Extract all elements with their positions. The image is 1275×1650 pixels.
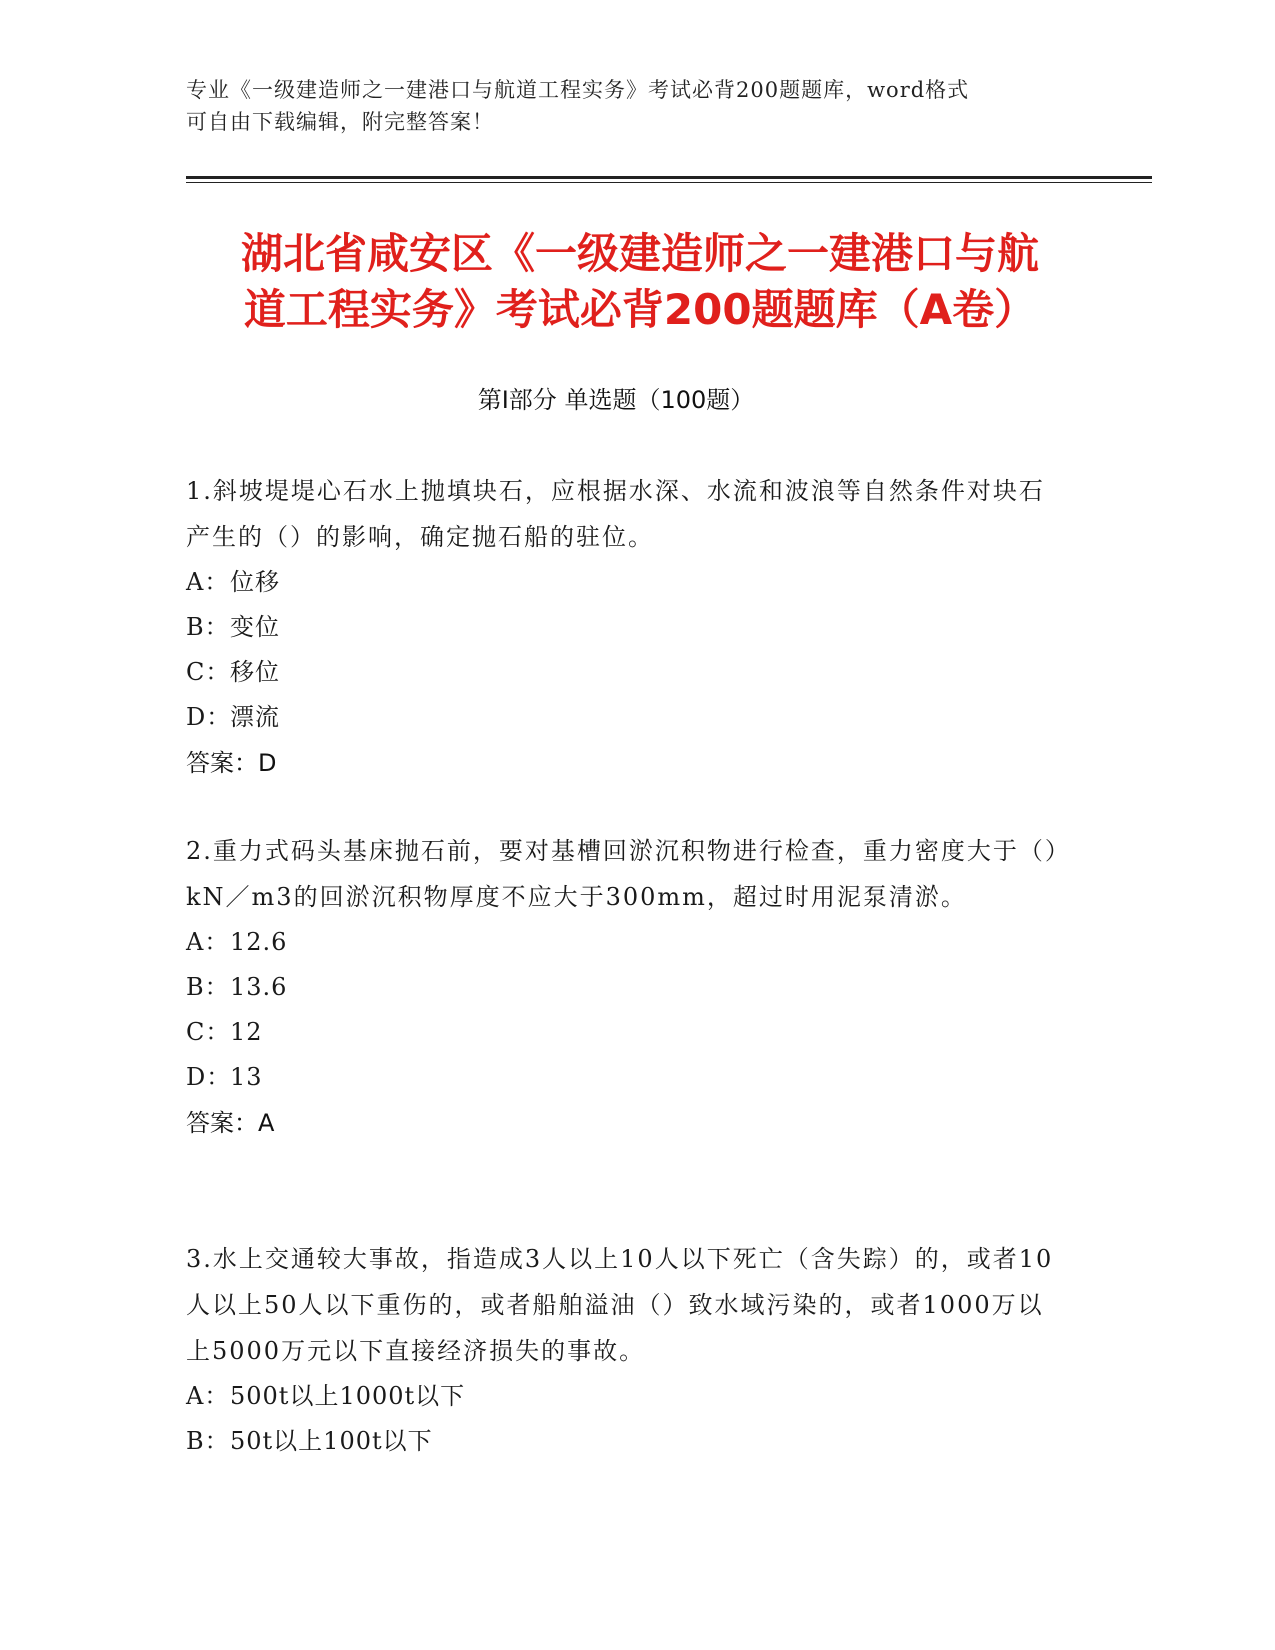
option-a — [186, 920, 1066, 965]
option-text: 变位 — [230, 613, 280, 641]
option-text: 50t以上100t以下 — [230, 1427, 433, 1455]
question-stem: 1.斜坡堤堤心石水上抛填块石，应根据水深、水流和波浪等自然条件对块石产生的（）的影响，确定抛石船的驻位。 — [186, 477, 1045, 551]
document-title-line-1: 湖北省咸安区《一级建造师之一建港口与航 — [240, 229, 1039, 278]
option-key: C： — [186, 658, 231, 686]
answer: 答案：A — [186, 1109, 275, 1137]
option-key: C： — [186, 1018, 231, 1046]
question-3 — [186, 1236, 1066, 1464]
option-text: 13.6 — [230, 973, 288, 1001]
section-title: 第Ⅰ部分 单选题（100题） — [477, 386, 755, 414]
option-text: 500t以上1000t以下 — [230, 1382, 466, 1410]
option-text: 12.6 — [230, 928, 288, 956]
document-title-line-2: 道工程实务》考试必背200题题库（A卷） — [243, 285, 1037, 334]
option-d — [186, 1055, 1066, 1100]
option-b — [186, 965, 1066, 1010]
option-c — [186, 1010, 1066, 1055]
option-key: B： — [186, 973, 230, 1001]
option-a — [186, 1374, 1066, 1419]
option-key: A： — [186, 1382, 230, 1410]
option-text: 漂流 — [230, 703, 280, 731]
option-b — [186, 1419, 1066, 1464]
option-key: A： — [186, 928, 230, 956]
header-note-line-1: 专业《一级建造师之一建港口与航道工程实务》考试必背200题题库，word格式 — [186, 78, 970, 102]
option-text: 位移 — [230, 568, 280, 596]
option-key: D： — [186, 1063, 232, 1091]
option-b — [186, 605, 1066, 650]
header-note-line-2: 可自由下载编辑，附完整答案！ — [186, 110, 494, 134]
question-2 — [186, 828, 1066, 1146]
option-text: 12 — [230, 1018, 263, 1046]
header-divider-thick — [186, 176, 1152, 179]
option-text: 移位 — [230, 658, 280, 686]
header-note — [186, 74, 1066, 138]
option-a — [186, 560, 1066, 605]
option-text: 13 — [230, 1063, 263, 1091]
question-stem: 2.重力式码头基床抛石前，要对基槽回淤沉积物进行检查，重力密度大于（）kN／m3的回淤沉积物厚度不应大于300mm，超过时用泥泵清淤。 — [186, 837, 1059, 911]
document-title — [180, 226, 1100, 338]
option-key: A： — [186, 568, 230, 596]
option-c — [186, 650, 1066, 695]
option-key: D： — [186, 703, 232, 731]
header-divider-thin — [186, 182, 1152, 183]
answer: 答案：D — [186, 749, 277, 777]
question-stem: 3.水上交通较大事故，指造成3人以上10人以下死亡（含失踪）的，或者10人以上50人以下重伤的，或者船舶溢油（）致水域污染的，或者1000万以上5000万元以下直接经济损失的事故。 — [186, 1245, 1054, 1365]
question-1 — [186, 468, 1066, 786]
option-d — [186, 695, 1066, 740]
option-key: B： — [186, 1427, 230, 1455]
option-key: B： — [186, 613, 230, 641]
